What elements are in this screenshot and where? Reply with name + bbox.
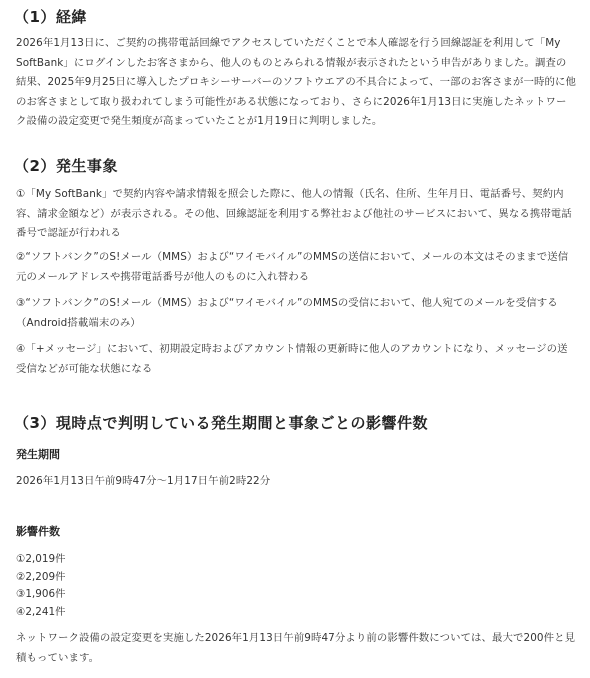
impact-count-4: ④2,241件 (16, 605, 66, 618)
incident-item-4: ④「+メッセージ」において、初期設定時およびアカウント情報の更新時に他人のアカウントになり、メッセージの送受信などが可能な状態になる (16, 343, 568, 375)
impact-count-2: ②2,209件 (16, 570, 66, 583)
impact-note: ネットワーク設備の設定変更を実施した2026年1月13日午前9時47分より前の影響件数については、最大で200件と見積もっています。 (16, 632, 576, 664)
section-heading-background: （1）経緯 (14, 8, 87, 26)
section-heading-impact: （3）現時点で判明している発生期間と事象ごとの影響件数 (14, 414, 428, 432)
section-heading-incidents: （2）発生事象 (14, 157, 118, 175)
impact-count-3: ③1,906件 (16, 588, 66, 600)
period-value: 2026年1月13日午前9時47分～1月17日午前2時22分 (16, 475, 271, 487)
impact-count-1: ①2,019件 (16, 553, 66, 565)
incident-item-2: ②“ソフトバンク”のS!メール（MMS）および“ワイモバイル”のMMSの送信において、メールの本文はそのままで送信元のメールアドレスや携帯電話番号が他人のものに入れ替わる (16, 251, 569, 283)
incident-item-1: ①「My SoftBank」で契約内容や請求情報を照会した際に、他人の情報（氏名、住所、生年月日、電話番号、契約内容、請求金額など）が表示される。その他、回線認証を利用する弊社および他社のサービスにおいて、異なる携帯電話番号で認証が行われる (16, 188, 572, 239)
period-label: 発生期間 (16, 448, 60, 461)
impact-count-list (16, 551, 65, 621)
background-paragraph: 2026年1月13日に、ご契約の携帯電話回線でアクセスしていただくことで本人確認を行う回線認証を利用して「My SoftBank」にログインしたお客さまから、他人のものとみられる情報が表示されたという申告がありました。調査の結果、2025年9月25日に導入したプロキシーサーバーのソフトウエアの不具合によって、一部のお客さまが一時的に他のお客さまとして取り扱われてしまう可能性がある状態になっており、さらに2026年1月13日に実施したネットワーク設備の設定変更で発生頻度が高まっていたことが1月19日に判明しました。 (16, 37, 576, 127)
impact-label: 影響件数 (16, 525, 60, 538)
incident-item-3: ③“ソフトバンク”のS!メール（MMS）および“ワイモバイル”のMMSの受信において、他人宛てのメールを受信する（Android搭載端末のみ） (16, 297, 558, 329)
